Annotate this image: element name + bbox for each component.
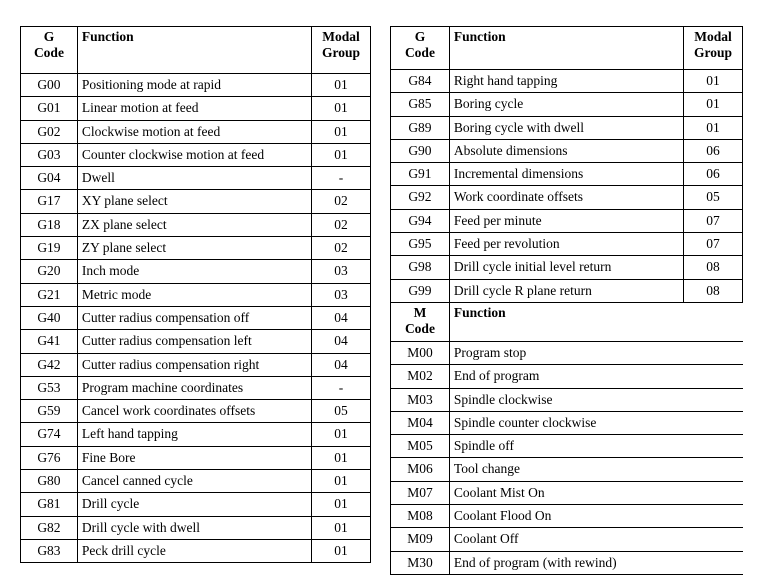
m-function-cell: Coolant Mist On (449, 481, 742, 504)
modal-group-cell: 06 (684, 163, 743, 186)
m-code-row (391, 365, 743, 388)
function-cell: Inch mode (77, 260, 311, 283)
m-code-cell: M02 (391, 365, 450, 388)
function-cell: Cutter radius compensation left (77, 330, 311, 353)
modal-group-cell: 01 (684, 116, 743, 139)
modal-group-cell: 08 (684, 279, 743, 302)
table-row (21, 376, 371, 399)
m-function-cell: Coolant Off (449, 528, 742, 551)
m-code-cell: M05 (391, 435, 450, 458)
table-row (21, 330, 371, 353)
function-cell: Clockwise motion at feed (77, 120, 311, 143)
m-code-row (391, 551, 743, 574)
modal-group-cell: 03 (312, 283, 371, 306)
table-row (21, 190, 371, 213)
function-cell: Drill cycle R plane return (449, 279, 683, 302)
modal-group-cell: 02 (312, 190, 371, 213)
function-cell: Cutter radius compensation off (77, 306, 311, 329)
m-code-row (391, 505, 743, 528)
function-cell: Feed per revolution (449, 233, 683, 256)
table-row (21, 516, 371, 539)
table-row (391, 209, 743, 232)
table-header-row (391, 27, 743, 70)
m-code-header (391, 302, 450, 341)
table-row (21, 213, 371, 236)
table-row (21, 470, 371, 493)
m-code-header-line2: Code (404, 320, 435, 336)
g-code-cell: G04 (21, 167, 78, 190)
g-code-cell: G03 (21, 143, 78, 166)
g-code-header (21, 27, 78, 74)
g-code-cell: G40 (21, 306, 78, 329)
modal-group-cell: 01 (312, 446, 371, 469)
m-function-cell: Program stop (449, 341, 742, 364)
g-code-cell: G83 (21, 539, 78, 562)
modal-group-cell: 01 (312, 516, 371, 539)
m-function-cell: Tool change (449, 458, 742, 481)
modal-group-cell: 01 (312, 120, 371, 143)
g-code-table-left (20, 26, 371, 563)
g-code-cell: G20 (21, 260, 78, 283)
modal-group-cell: - (312, 376, 371, 399)
table-row (21, 423, 371, 446)
function-cell: Feed per minute (449, 209, 683, 232)
function-cell: Cancel work coordinates offsets (77, 400, 311, 423)
table-row (21, 493, 371, 516)
table-row (21, 283, 371, 306)
g-code-cell: G76 (21, 446, 78, 469)
m-code-cell: M06 (391, 458, 450, 481)
g-code-cell: G74 (21, 423, 78, 446)
g-code-cell: G53 (21, 376, 78, 399)
modal-group-cell: 02 (312, 213, 371, 236)
g-code-header-line1: G (414, 29, 426, 44)
m-code-cell: M30 (391, 551, 450, 574)
m-function-header: Function (449, 302, 742, 341)
g-code-cell: G59 (21, 400, 78, 423)
g-code-cell: G21 (21, 283, 78, 306)
m-function-cell: Spindle off (449, 435, 742, 458)
g-code-cell: G89 (391, 116, 450, 139)
m-function-cell: End of program (449, 365, 742, 388)
function-cell: Dwell (77, 167, 311, 190)
function-cell: Metric mode (77, 283, 311, 306)
modal-group-header (312, 27, 371, 74)
modal-group-cell: 01 (312, 423, 371, 446)
modal-group-header-line2: Group (694, 45, 733, 60)
function-cell: Drill cycle with dwell (77, 516, 311, 539)
g-code-cell: G98 (391, 256, 450, 279)
function-cell: Absolute dimensions (449, 139, 683, 162)
m-code-cell: M04 (391, 411, 450, 434)
g-code-cell: G18 (21, 213, 78, 236)
m-code-row (391, 528, 743, 551)
function-cell: Boring cycle (449, 93, 683, 116)
g-code-cell: G41 (21, 330, 78, 353)
m-code-row (391, 388, 743, 411)
modal-group-cell: 01 (312, 539, 371, 562)
m-code-cell: M08 (391, 505, 450, 528)
m-code-cell: M00 (391, 341, 450, 364)
modal-group-cell: 08 (684, 256, 743, 279)
modal-group-cell: 01 (312, 97, 371, 120)
function-header: Function (449, 27, 683, 70)
table-row (21, 446, 371, 469)
function-cell: Fine Bore (77, 446, 311, 469)
function-cell: Cancel canned cycle (77, 470, 311, 493)
table-row (391, 186, 743, 209)
function-cell: Incremental dimensions (449, 163, 683, 186)
g-code-cell: G99 (391, 279, 450, 302)
modal-group-header-line1: Modal (322, 29, 360, 44)
table-row (21, 306, 371, 329)
m-function-cell: Spindle counter clockwise (449, 411, 742, 434)
g-code-cell: G00 (21, 74, 78, 97)
g-code-cell: G80 (21, 470, 78, 493)
table-row (21, 74, 371, 97)
g-code-cell: G02 (21, 120, 78, 143)
g-code-cell: G94 (391, 209, 450, 232)
table-row (21, 353, 371, 376)
modal-group-cell: 01 (312, 74, 371, 97)
g-m-code-table-right (390, 26, 743, 575)
function-cell: Work coordinate offsets (449, 186, 683, 209)
modal-group-cell: 07 (684, 209, 743, 232)
modal-group-cell: - (312, 167, 371, 190)
modal-group-cell: 04 (312, 330, 371, 353)
g-code-cell: G42 (21, 353, 78, 376)
modal-group-cell: 01 (312, 493, 371, 516)
m-code-row (391, 458, 743, 481)
modal-group-cell: 01 (684, 70, 743, 93)
m-code-row (391, 341, 743, 364)
modal-group-cell: 03 (312, 260, 371, 283)
function-cell: Boring cycle with dwell (449, 116, 683, 139)
m-function-cell: Spindle clockwise (449, 388, 742, 411)
g-code-cell: G91 (391, 163, 450, 186)
table-row (391, 139, 743, 162)
table-row (391, 279, 743, 302)
function-cell: Peck drill cycle (77, 539, 311, 562)
table-row (391, 163, 743, 186)
m-function-cell: End of program (with rewind) (449, 551, 742, 574)
function-header: Function (77, 27, 311, 74)
m-code-header-line1: M (413, 304, 427, 320)
modal-group-cell: 01 (312, 470, 371, 493)
modal-group-header-line1: Modal (694, 29, 732, 44)
g-code-header (391, 27, 450, 70)
g-code-cell: G84 (391, 70, 450, 93)
function-cell: Right hand tapping (449, 70, 683, 93)
table-row (391, 256, 743, 279)
function-cell: Cutter radius compensation right (77, 353, 311, 376)
m-code-cell: M07 (391, 481, 450, 504)
function-cell: Drill cycle initial level return (449, 256, 683, 279)
m-code-cell: M09 (391, 528, 450, 551)
modal-group-cell: 04 (312, 353, 371, 376)
g-code-header-line1: G (43, 29, 55, 44)
table-row (391, 233, 743, 256)
table-row (21, 400, 371, 423)
function-cell: XY plane select (77, 190, 311, 213)
table-row (21, 143, 371, 166)
g-code-cell: G19 (21, 237, 78, 260)
m-code-row (391, 435, 743, 458)
function-cell: Counter clockwise motion at feed (77, 143, 311, 166)
g-code-header-line2: Code (33, 45, 64, 60)
table-row (391, 116, 743, 139)
m-code-header-row (391, 302, 743, 341)
g-code-cell: G82 (21, 516, 78, 539)
modal-group-header (684, 27, 743, 70)
modal-group-cell: 01 (312, 143, 371, 166)
modal-group-cell: 06 (684, 139, 743, 162)
table-row (391, 93, 743, 116)
modal-group-cell: 02 (312, 237, 371, 260)
modal-group-cell: 05 (684, 186, 743, 209)
table-row (21, 167, 371, 190)
modal-group-cell: 07 (684, 233, 743, 256)
function-cell: ZX plane select (77, 213, 311, 236)
g-code-cell: G95 (391, 233, 450, 256)
function-cell: Linear motion at feed (77, 97, 311, 120)
g-code-cell: G85 (391, 93, 450, 116)
m-code-cell: M03 (391, 388, 450, 411)
g-code-cell: G81 (21, 493, 78, 516)
table-row (21, 97, 371, 120)
function-cell: Program machine coordinates (77, 376, 311, 399)
function-cell: ZY plane select (77, 237, 311, 260)
function-cell: Drill cycle (77, 493, 311, 516)
m-code-row (391, 481, 743, 504)
g-code-header-line2: Code (404, 45, 435, 60)
function-cell: Left hand tapping (77, 423, 311, 446)
g-code-cell: G90 (391, 139, 450, 162)
table-header-row (21, 27, 371, 74)
table-row (21, 237, 371, 260)
table-row (21, 539, 371, 562)
modal-group-cell: 01 (684, 93, 743, 116)
modal-group-cell: 04 (312, 306, 371, 329)
table-row (391, 70, 743, 93)
m-function-cell: Coolant Flood On (449, 505, 742, 528)
g-code-cell: G01 (21, 97, 78, 120)
modal-group-header-line2: Group (322, 45, 361, 60)
table-row (21, 260, 371, 283)
table-row (21, 120, 371, 143)
m-code-row (391, 411, 743, 434)
g-code-cell: G92 (391, 186, 450, 209)
g-code-cell: G17 (21, 190, 78, 213)
function-cell: Positioning mode at rapid (77, 74, 311, 97)
modal-group-cell: 05 (312, 400, 371, 423)
